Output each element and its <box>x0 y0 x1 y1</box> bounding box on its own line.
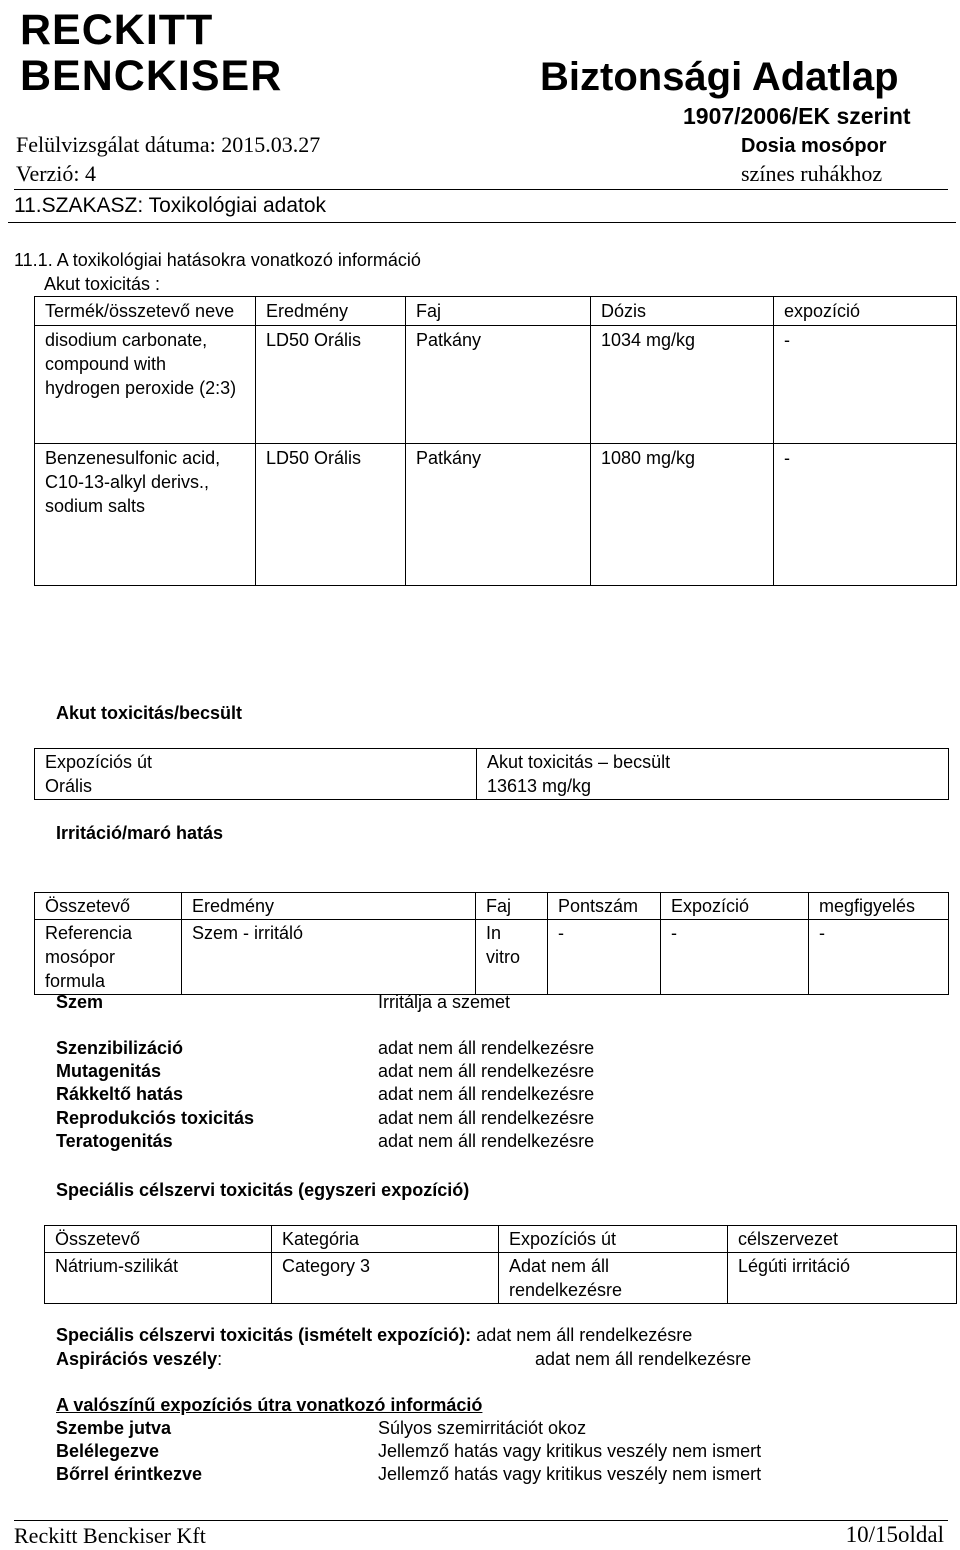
table-cell: Category 3 <box>272 1253 499 1304</box>
footer-divider <box>14 1520 948 1521</box>
regulation-text: 1907/2006/EK szerint <box>683 103 911 129</box>
table-cell: LD50 Orális <box>256 326 406 444</box>
aspiration-label: Aspirációs veszély <box>56 1349 218 1369</box>
route-eye-label: Szembe jutva <box>56 1418 172 1438</box>
teratogenicity-value: adat nem áll rendelkezésre <box>378 1131 595 1151</box>
logo-line1: RECKITT <box>20 6 214 54</box>
table-cell: Nátrium-szilikát <box>45 1253 272 1304</box>
table-cell: Benzenesulfonic acid, C10-13-alkyl derivs., sodium salts <box>35 444 256 586</box>
product-name-sub: színes ruhákhoz <box>741 161 883 186</box>
header-cell: Dózis <box>591 297 774 326</box>
header-cell: Eredmény <box>182 893 476 920</box>
carcinogenicity-label: Rákkeltő hatás <box>56 1084 184 1104</box>
table-cell: 1080 mg/kg <box>591 444 774 586</box>
mutagenicity-label: Mutagenitás <box>56 1061 162 1081</box>
acute-estimated-table <box>34 748 949 800</box>
teratogenicity-label: Teratogenitás <box>56 1131 173 1151</box>
revision-date: Felülvizsgálat dátuma: 2015.03.27 <box>16 132 321 157</box>
table-header-row <box>35 893 949 920</box>
table-cell: Referencia mosópor formula <box>35 920 182 995</box>
reproductive-label: Reprodukciós toxicitás <box>56 1108 255 1128</box>
stot-single-title: Speciális célszervi toxicitás (egyszeri expozíció) <box>56 1180 470 1200</box>
reproductive-value: adat nem áll rendelkezésre <box>378 1108 595 1128</box>
table-cell: - <box>661 920 809 995</box>
header-cell: Expozíció <box>661 893 809 920</box>
acute-toxicity-label: Akut toxicitás : <box>44 274 161 294</box>
stot-repeated-line <box>56 1323 692 1347</box>
mutagenicity-value: adat nem áll rendelkezésre <box>378 1061 595 1081</box>
table-cell <box>477 749 949 800</box>
version: Verzió: 4 <box>16 161 97 186</box>
table-cell: Adat nem áll rendelkezésre <box>499 1253 728 1304</box>
eye-label: Szem <box>56 992 104 1012</box>
table-row <box>35 444 957 586</box>
exposure-route-value: Orális <box>45 776 93 796</box>
table-cell: disodium carbonate, compound with hydrogen peroxide (2:3) <box>35 326 256 444</box>
acute-estimate-header: Akut toxicitás – becsült <box>487 752 671 772</box>
table-row <box>35 326 957 444</box>
header-cell: megfigyelés <box>809 893 949 920</box>
stot-single-table <box>44 1225 957 1304</box>
stot-repeated-value: adat nem áll rendelkezésre <box>476 1325 693 1345</box>
company-logo <box>20 8 282 98</box>
subsection-title: 11.1. A toxikológiai hatásokra vonatkozó információ <box>14 250 421 270</box>
table-header-row <box>45 1226 957 1253</box>
acute-toxicity-table <box>34 296 957 586</box>
header-cell: Faj <box>476 893 548 920</box>
product-name: Dosia mosópor <box>741 135 887 157</box>
route-inhalation-label: Belélegezve <box>56 1441 160 1461</box>
header-cell: Expozíciós út <box>499 1226 728 1253</box>
header-divider <box>14 189 948 190</box>
aspiration-line <box>56 1347 222 1371</box>
header-cell: Összetevő <box>35 893 182 920</box>
route-eye-value: Súlyos szemirritációt okoz <box>378 1418 587 1438</box>
table-cell: Légúti irritáció <box>728 1253 957 1304</box>
sensitisation-label: Szenzibilizáció <box>56 1038 184 1058</box>
table-cell: - <box>774 326 957 444</box>
footer-page-number: 10/15oldal <box>845 1522 944 1547</box>
irritation-title: Irritáció/maró hatás <box>56 823 224 843</box>
header-cell: Összetevő <box>45 1226 272 1253</box>
irritation-table <box>34 892 949 995</box>
table-cell: In vitro <box>476 920 548 995</box>
aspiration-colon: : <box>217 1349 223 1369</box>
table-cell: - <box>809 920 949 995</box>
section-divider <box>8 222 956 223</box>
exposure-route-header: Expozíciós út <box>45 752 153 772</box>
table-cell: - <box>774 444 957 586</box>
table-row <box>45 1253 957 1304</box>
table-cell: 1034 mg/kg <box>591 326 774 444</box>
section-title: 11.SZAKASZ: Toxikológiai adatok <box>14 194 327 217</box>
table-cell: LD50 Orális <box>256 444 406 586</box>
table-cell: - <box>548 920 661 995</box>
header-cell: célszervezet <box>728 1226 957 1253</box>
aspiration-value: adat nem áll rendelkezésre <box>535 1349 752 1369</box>
route-inhalation-value: Jellemző hatás vagy kritikus veszély nem ismert <box>378 1441 762 1461</box>
header-cell: Faj <box>406 297 591 326</box>
logo-line2: BENCKISER <box>20 52 283 100</box>
stot-repeated-label: Speciális célszervi toxicitás (ismételt expozíció): <box>56 1325 472 1345</box>
table-row <box>35 920 949 995</box>
route-skin-value: Jellemző hatás vagy kritikus veszély nem ismert <box>378 1464 762 1484</box>
footer-company: Reckitt Benckiser Kft <box>14 1523 206 1548</box>
header-cell: expozíció <box>774 297 957 326</box>
table-row <box>35 749 949 800</box>
carcinogenicity-value: adat nem áll rendelkezésre <box>378 1084 595 1104</box>
eye-value: Irritálja a szemet <box>378 992 511 1012</box>
table-cell <box>35 749 477 800</box>
acute-estimate-value: 13613 mg/kg <box>487 776 592 796</box>
header-cell: Kategória <box>272 1226 499 1253</box>
header-cell: Pontszám <box>548 893 661 920</box>
route-skin-label: Bőrrel érintkezve <box>56 1464 203 1484</box>
sensitisation-value: adat nem áll rendelkezésre <box>378 1038 595 1058</box>
document-title: Biztonsági Adatlap <box>540 55 899 99</box>
table-cell: Patkány <box>406 444 591 586</box>
table-cell: Szem - irritáló <box>182 920 476 995</box>
table-cell: Patkány <box>406 326 591 444</box>
header-cell: Eredmény <box>256 297 406 326</box>
acute-estimated-title: Akut toxicitás/becsült <box>56 703 243 723</box>
table-header-row <box>35 297 957 326</box>
header-cell: Termék/összetevő neve <box>35 297 256 326</box>
routes-title: A valószínű expozíciós útra vonatkozó információ <box>56 1395 483 1415</box>
